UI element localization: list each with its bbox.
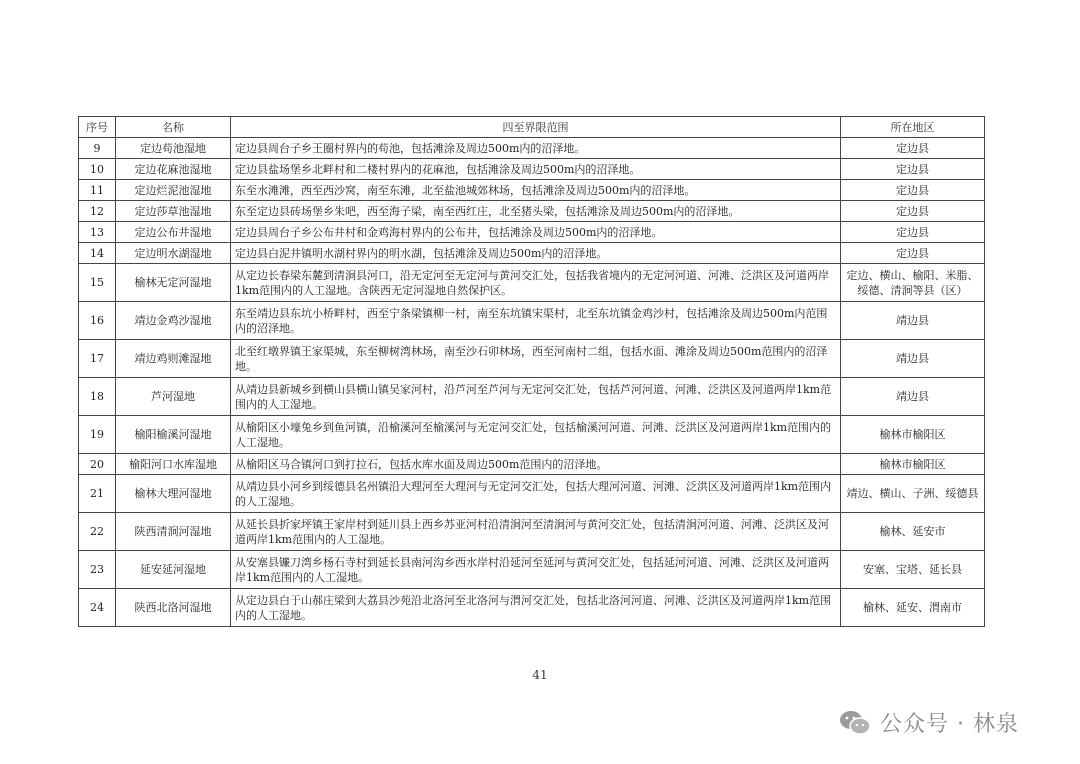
header-area: 所在地区 [841,117,985,138]
wetland-table [78,116,985,627]
row-name: 榆阳河口水库湿地 [116,454,231,475]
row-area: 定边县 [841,159,985,180]
row-name: 定边明水湖湿地 [116,243,231,264]
row-number: 9 [79,138,116,159]
table-row [79,138,985,159]
table-row [79,454,985,475]
row-number: 23 [79,551,116,589]
table-body [79,138,985,627]
row-range: 东至靖边县东坑小桥畔村，西至宁条梁镇柳一村，南至东坑镇宋渠村，北至东坑镇金鸡沙村，包括滩涂及周边500m内范围内的沼泽地。 [231,302,841,340]
header-range: 四至界限范围 [231,117,841,138]
row-range: 从定边县白于山郝庄梁到大荔县沙苑沿北洛河至北洛河与渭河交汇处，包括北洛河河道、河滩、泛洪区及河道两岸1km范围内的人工湿地。 [231,589,841,627]
row-range: 定边县白泥井镇明水湖村界内的明水湖，包括滩涂及周边500m内的沼泽地。 [231,243,841,264]
table-row [79,264,985,302]
row-number: 13 [79,222,116,243]
row-number: 22 [79,513,116,551]
watermark-text: 公众号 · 林泉 [880,712,1019,737]
row-area: 靖边县 [841,378,985,416]
row-range: 从延长县折家坪镇王家岸村到延川县上西乡苏亚河村沿清涧河至清涧河与黄河交汇处，包括清涧河河道、河滩、泛洪区及河道两岸1km范围内的人工湿地。 [231,513,841,551]
row-name: 定边莎草池湿地 [116,201,231,222]
watermark [838,707,1019,738]
row-range: 从靖边县小河乡到绥德县名州镇沿大理河至大理河与无定河交汇处，包括大理河河道、河滩、泛洪区及河道两岸1km范围内的人工湿地。 [231,475,841,513]
row-area: 靖边县 [841,340,985,378]
row-number: 19 [79,416,116,454]
wechat-icon [838,709,872,737]
row-area: 定边县 [841,243,985,264]
row-number: 12 [79,201,116,222]
row-range: 从定边长春梁东麓到清涧县河口，沿无定河至无定河与黄河交汇处，包括我省境内的无定河河道、河滩、泛洪区及河道两岸1km范围内的人工湿地。含陕西无定河湿地自然保护区。 [231,264,841,302]
row-name: 延安延河湿地 [116,551,231,589]
table-row [79,180,985,201]
row-number: 16 [79,302,116,340]
row-name: 陕西清涧河湿地 [116,513,231,551]
row-range: 从榆阳区小壕兔乡到鱼河镇，沿榆溪河至榆溪河与无定河交汇处，包括榆溪河河道、河滩、泛洪区及河道两岸1km范围内的人工湿地。 [231,416,841,454]
row-name: 靖边鸡则滩湿地 [116,340,231,378]
row-area: 靖边县 [841,302,985,340]
row-name: 定边烂泥池湿地 [116,180,231,201]
row-area: 榆林、延安市 [841,513,985,551]
row-number: 17 [79,340,116,378]
table-row [79,475,985,513]
table-row [79,302,985,340]
row-area: 榆林市榆阳区 [841,416,985,454]
row-area: 榆林、延安、渭南市 [841,589,985,627]
row-name: 靖边金鸡沙湿地 [116,302,231,340]
row-range: 东至水滩滩，西至西沙窝，南至东滩，北至盐池城郊林场，包括滩涂及周边500m内的沼泽地。 [231,180,841,201]
row-range: 定边县盐场堡乡北畔村和二楼村界内的花麻池，包括滩涂及周边500m内的沼泽地。 [231,159,841,180]
header-name: 名称 [116,117,231,138]
page-number: 41 [532,668,548,682]
row-area: 定边、横山、榆阳、米脂、绥德、清涧等县（区） [841,264,985,302]
row-range: 定边县周台子乡王圈村界内的苟池，包括滩涂及周边500m内的沼泽地。 [231,138,841,159]
table-row [79,201,985,222]
table-row [79,551,985,589]
row-number: 15 [79,264,116,302]
row-area: 定边县 [841,138,985,159]
row-area: 榆林市榆阳区 [841,454,985,475]
row-number: 24 [79,589,116,627]
row-number: 21 [79,475,116,513]
header-number: 序号 [79,117,116,138]
row-name: 定边花麻池湿地 [116,159,231,180]
row-number: 18 [79,378,116,416]
row-name: 定边苟池湿地 [116,138,231,159]
row-range: 从安塞县镰刀湾乡杨石寺村到延长县南河沟乡西水岸村沿延河至延河与黄河交汇处，包括延河河道、河滩、泛洪区及河道两岸1km范围内的人工湿地。 [231,551,841,589]
row-name: 榆林大理河湿地 [116,475,231,513]
table-row [79,513,985,551]
row-number: 11 [79,180,116,201]
table-row [79,243,985,264]
table-row [79,340,985,378]
table-row [79,222,985,243]
row-area: 定边县 [841,222,985,243]
row-number: 10 [79,159,116,180]
row-range: 从靖边县新城乡到横山县横山镇吴家河村，沿芦河至芦河与无定河交汇处，包括芦河河道、河滩、泛洪区及河道两岸1km范围内的人工湿地。 [231,378,841,416]
table-row [79,416,985,454]
row-number: 14 [79,243,116,264]
row-range: 东至定边县砖场堡乡朱吧，西至海子梁，南至西红庄，北至猪头梁，包括滩涂及周边500m内的沼泽地。 [231,201,841,222]
row-name: 芦河湿地 [116,378,231,416]
row-area: 定边县 [841,180,985,201]
row-area: 靖边、横山、子洲、绥德县 [841,475,985,513]
table-row [79,159,985,180]
row-range: 从榆阳区马合镇河口到打拉石，包括水库水面及周边500m范围内的沼泽地。 [231,454,841,475]
row-name: 陕西北洛河湿地 [116,589,231,627]
row-range: 北至红墩界镇王家渠城，东至柳树湾林场，南至沙石卯林场，西至河南村二组，包括水面、滩涂及周边500m范围内的沼泽地。 [231,340,841,378]
row-name: 定边公布井湿地 [116,222,231,243]
table-row [79,589,985,627]
row-name: 榆林无定河湿地 [116,264,231,302]
row-name: 榆阳榆溪河湿地 [116,416,231,454]
row-area: 安塞、宝塔、延长县 [841,551,985,589]
table-row [79,378,985,416]
row-area: 定边县 [841,201,985,222]
table-header-row [79,117,985,138]
row-number: 20 [79,454,116,475]
row-range: 定边县周台子乡公布井村和金鸡海村界内的公布井，包括滩涂及周边500m内的沼泽地。 [231,222,841,243]
